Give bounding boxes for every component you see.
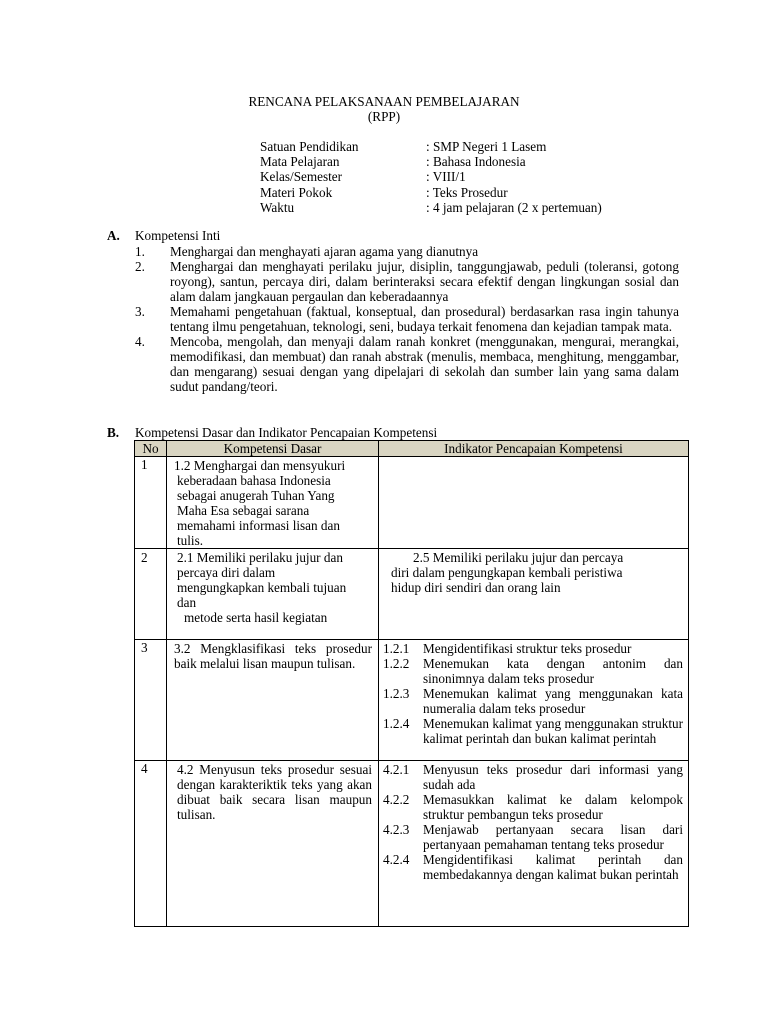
cell-line: dan <box>177 595 197 610</box>
cell-text: 3.2 Mengklasifikasi teks prosedur baik melalui lisan maupun tulisan. <box>174 641 372 671</box>
identity-value: : Bahasa Indonesia <box>426 154 526 170</box>
section-letter: B. <box>107 425 120 440</box>
list-text: Memahami pengetahuan (faktual, konseptual, dan prosedural) berdasarkan rasa ingin tahunya tentang ilmu pengetahuan, teknologi, seni, budaya terkait fenomena dan kejadian tampak mata. <box>170 304 679 334</box>
indicator-text: Menemukan kata dengan antonim dan sinonimnya dalam teks prosedur <box>423 656 683 686</box>
list-item <box>135 244 679 259</box>
row-number: 3 <box>135 640 167 761</box>
cell-line: 2.5 Memiliki perilaku jujur dan percaya <box>413 550 624 565</box>
document-title-block <box>0 94 768 124</box>
identity-row <box>260 169 602 184</box>
identity-value: : 4 jam pelajaran (2 x pertemuan) <box>426 199 602 215</box>
indicator-item <box>383 686 683 716</box>
indicator-number: 4.2.4 <box>383 852 410 867</box>
identity-label: Mata Pelajaran <box>260 154 340 170</box>
identity-row <box>260 139 602 154</box>
section-title: Kompetensi Inti <box>135 228 221 243</box>
indicator-text: Menjawab pertanyaan secara lisan dari pertanyaan pemahaman tentang teks prosedur <box>423 822 683 852</box>
table-row <box>135 457 689 549</box>
cell-line: percaya diri dalam <box>177 565 276 580</box>
table-row <box>135 761 689 927</box>
section-letter: A. <box>107 228 120 243</box>
indicator-number: 4.2.1 <box>383 762 410 777</box>
list-item <box>135 259 679 304</box>
kompetensi-dasar-cell <box>167 640 379 761</box>
table-header-row <box>135 441 689 457</box>
identity-label: Kelas/Semester <box>260 169 343 185</box>
indikator-cell <box>379 457 689 549</box>
identity-row <box>260 200 602 215</box>
indicator-number: 1.2.2 <box>383 656 410 671</box>
indicator-item <box>383 762 683 792</box>
identity-label: Waktu <box>260 199 295 215</box>
cell-text: 4.2 Menyusun teks prosedur sesuai dengan karakteriktik teks yang akan dibuat baik secara lisan maupun tulisan. <box>177 762 372 822</box>
identity-row <box>260 185 602 200</box>
identity-block <box>260 139 602 215</box>
indicator-item <box>383 852 683 882</box>
row-number: 1 <box>135 457 167 549</box>
identity-label: Materi Pokok <box>260 184 333 200</box>
cell-line: keberadaan bahasa Indonesia <box>177 473 331 488</box>
indicator-item <box>383 716 683 746</box>
cell-line: hidup diri sendiri dan orang lain <box>391 580 561 595</box>
indicator-item <box>383 656 683 686</box>
identity-row <box>260 154 602 169</box>
list-item <box>135 304 679 334</box>
list-number: 3. <box>135 304 145 319</box>
indicator-number: 1.2.1 <box>383 641 410 656</box>
document-subtitle: (RPP) <box>367 109 401 124</box>
indicator-number: 4.2.3 <box>383 822 410 837</box>
table-row <box>135 640 689 761</box>
cell-line: tulis. <box>177 533 204 548</box>
indicator-list <box>383 640 683 746</box>
identity-label: Satuan Pendidikan <box>260 139 359 154</box>
indicator-text: Menemukan kalimat yang menggunakan struktur kalimat perintah dan bukan kalimat perintah <box>423 716 683 746</box>
column-header-indikator: Indikator Pencapaian Kompetensi <box>379 441 689 457</box>
indicator-text: Menemukan kalimat yang menggunakan kata numeralia dalam teks prosedur <box>423 686 683 716</box>
kompetensi-inti-list <box>135 244 679 394</box>
indicator-number: 1.2.3 <box>383 686 410 701</box>
list-number: 4. <box>135 334 145 349</box>
list-text: Menghargai dan menghayati ajaran agama yang dianutnya <box>170 244 479 259</box>
cell-line: memahami informasi lisan dan <box>177 518 340 533</box>
list-text: Menghargai dan menghayati perilaku jujur, disiplin, tanggungjawab, peduli (toleransi, gotong royong), santun, percaya diri, dalam berinteraksi secara efektif dengan lingkungan sosial dan alam dalam jangkauan pergaulan dan keberadaannya <box>170 259 679 304</box>
competency-table <box>134 440 689 927</box>
indikator-cell <box>379 761 689 927</box>
column-header-kompetensi-dasar: Kompetensi Dasar <box>167 441 379 457</box>
column-header-no: No <box>135 441 167 457</box>
cell-line: mengungkapkan kembali tujuan <box>177 580 347 595</box>
section-a-heading <box>107 228 220 243</box>
indicator-text: Mengidentifikasi kalimat perintah dan membedakannya dengan kalimat bukan perintah <box>423 852 683 882</box>
row-number: 4 <box>135 761 167 927</box>
indicator-text: Menyusun teks prosedur dari informasi yang sudah ada <box>423 762 683 792</box>
cell-line: 2.1 Memiliki perilaku jujur dan <box>177 550 343 565</box>
indicator-number: 4.2.2 <box>383 792 410 807</box>
section-b-heading <box>107 425 437 440</box>
indicator-number: 1.2.4 <box>383 716 410 731</box>
indikator-cell <box>379 549 689 640</box>
section-title: Kompetensi Dasar dan Indikator Pencapaian Kompetensi <box>135 425 438 440</box>
indikator-cell <box>379 640 689 761</box>
indicator-list <box>383 761 683 882</box>
document-title: RENCANA PELAKSANAAN PEMBELAJARAN <box>248 94 520 109</box>
cell-line: sebagai anugerah Tuhan Yang <box>177 488 335 503</box>
identity-value: : Teks Prosedur <box>426 184 508 200</box>
cell-line: Maha Esa sebagai sarana <box>177 503 310 518</box>
kompetensi-dasar-cell <box>167 549 379 640</box>
table-row <box>135 549 689 640</box>
list-item <box>135 334 679 394</box>
indicator-item <box>383 641 683 656</box>
indicator-item <box>383 822 683 852</box>
list-number: 2. <box>135 259 145 274</box>
indicator-text: Mengidentifikasi struktur teks prosedur <box>423 641 632 656</box>
cell-line: metode serta hasil kegiatan <box>184 610 328 625</box>
indicator-item <box>383 792 683 822</box>
list-number: 1. <box>135 244 145 259</box>
cell-line: diri dalam pengungkapan kembali peristiwa <box>391 565 623 580</box>
cell-line: 1.2 Menghargai dan mensyukuri <box>174 458 346 473</box>
identity-value: : VIII/1 <box>426 169 466 185</box>
kompetensi-dasar-cell <box>167 457 379 549</box>
kompetensi-dasar-cell <box>167 761 379 927</box>
list-text: Mencoba, mengolah, dan menyaji dalam ranah konkret (menggunakan, mengurai, merangkai, memodifikasi, dan membuat) dan ranah abstrak (menulis, membaca, menghitung, menggambar, dan mengarang) sesuai dengan yang dipelajari di sekolah dan sumber lain yang sama dalam sudut pandang/teori. <box>170 334 679 394</box>
identity-value: : SMP Negeri 1 Lasem <box>426 139 547 154</box>
row-number: 2 <box>135 549 167 640</box>
indicator-text: Memasukkan kalimat ke dalam kelompok struktur pembangun teks prosedur <box>423 792 683 822</box>
